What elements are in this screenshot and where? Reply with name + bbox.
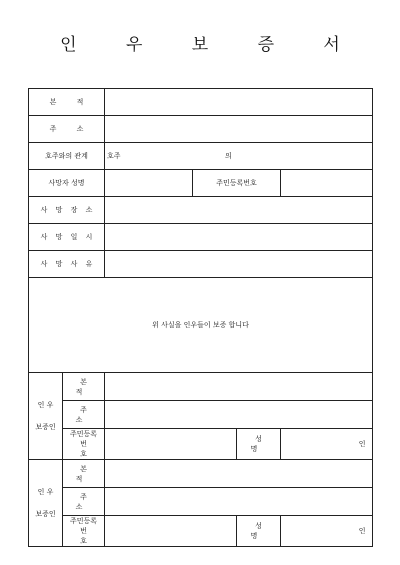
guarantor-2-field-address[interactable] [105,488,373,516]
row-notice [29,278,373,373]
guarantor-2-label-resident-no: 주민등록 번 호 [63,516,105,547]
guarantor-2-label-address: 주 소 [63,488,105,516]
label-relation: 호주와의 관계 [29,143,105,170]
field-address[interactable] [105,116,373,143]
guarantor-2-row-domicile [29,460,373,488]
guarantor-2-label-domicile: 본 적 [63,460,105,488]
field-death-reason[interactable] [105,251,373,278]
label-address: 주 소 [29,116,105,143]
field-relation[interactable] [105,143,373,170]
guarantor-1-label-domicile: 본 적 [63,373,105,401]
guarantor-2-seal-text: 인 [358,527,366,535]
label-deceased-name: 사망자 성명 [29,170,105,197]
guarantor-1-seal-text: 인 [358,440,366,448]
label-domicile: 본 적 [29,89,105,116]
field-resident-no[interactable] [281,170,373,197]
label-death-date: 사 망 일 시 [29,224,105,251]
guarantor-2-row-id [29,516,373,547]
field-deceased-name[interactable] [105,170,193,197]
certificate-form [28,88,373,547]
guarantor-1-field-name[interactable] [281,429,373,460]
guarantor-1-label-name: 성 명 [237,429,281,460]
guarantor-1-row-address [29,401,373,429]
field-death-date[interactable] [105,224,373,251]
document-title: 인 우 보 증 서 [60,35,362,55]
label-death-place: 사 망 장 소 [29,197,105,224]
field-death-place[interactable] [105,197,373,224]
relation-head-text: 호주 [107,152,121,160]
notice-text: 위 사실을 인우들이 보증 합니다 [29,278,373,373]
field-domicile[interactable] [105,89,373,116]
row-address [29,116,373,143]
row-relation [29,143,373,170]
guarantor-1-row-domicile [29,373,373,401]
guarantor-2-label: 인 우 보증인 [29,460,63,547]
row-domicile [29,89,373,116]
guarantor-1-label-address: 주 소 [63,401,105,429]
guarantor-1-row-id [29,429,373,460]
label-death-reason: 사 망 사 유 [29,251,105,278]
guarantor-1-field-resident-no[interactable] [105,429,237,460]
guarantor-1-field-domicile[interactable] [105,373,373,401]
guarantor-2-field-domicile[interactable] [105,460,373,488]
guarantor-1-field-address[interactable] [105,401,373,429]
label-resident-no: 주민등록번호 [193,170,281,197]
row-death-reason [29,251,373,278]
guarantor-2-field-name[interactable] [281,516,373,547]
guarantor-2-row-address [29,488,373,516]
guarantor-1-label: 인 우 보증인 [29,373,63,460]
row-death-date [29,224,373,251]
row-death-place [29,197,373,224]
relation-suffix-text: 의 [225,152,232,160]
guarantor-1-label-resident-no: 주민등록 번 호 [63,429,105,460]
row-deceased [29,170,373,197]
guarantor-2-label-name: 성 명 [237,516,281,547]
guarantor-2-field-resident-no[interactable] [105,516,237,547]
